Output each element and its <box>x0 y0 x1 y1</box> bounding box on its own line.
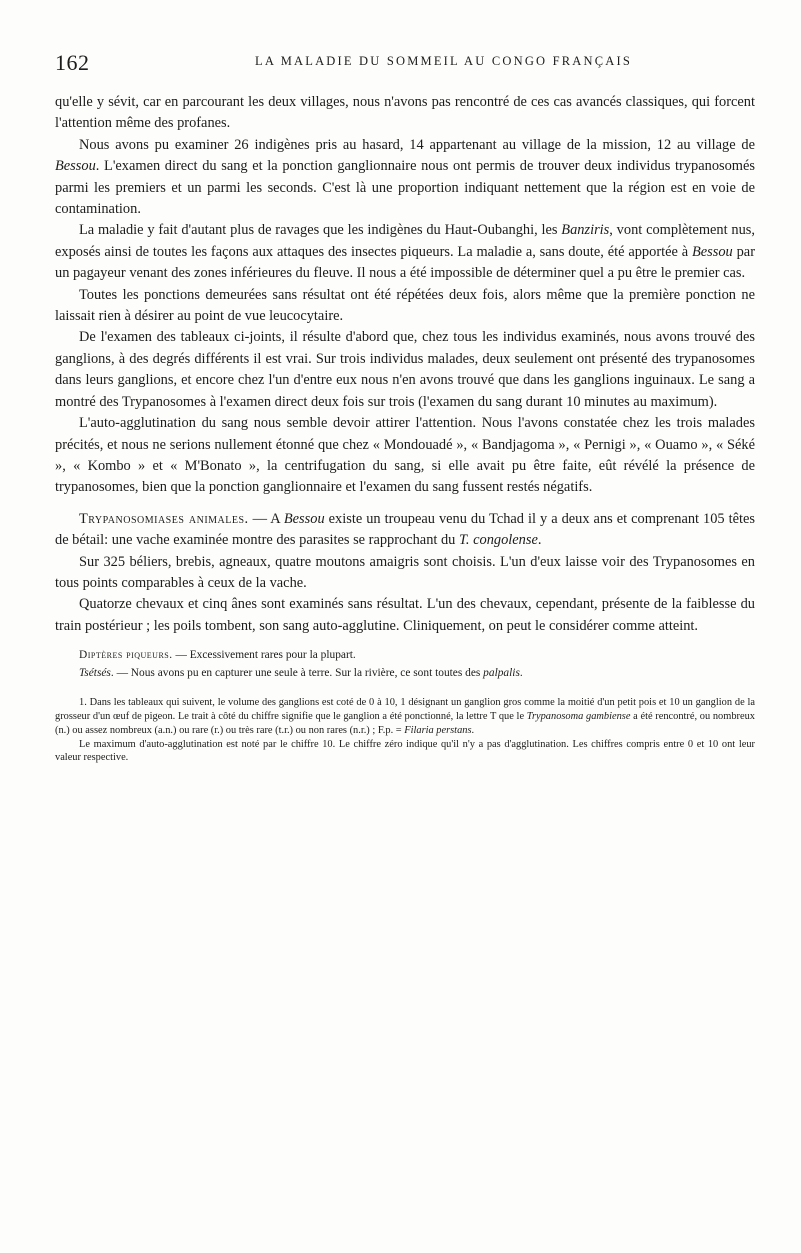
small-print-section <box>55 647 755 682</box>
paragraph-9: Quatorze chevaux et cinq ânes sont examinés sans résultat. L'un des chevaux, cependant, présente de la faiblesse du train postérieur ; les poils tombent, son sang auto-agglutine. Cliniquement, on peut le considérer comme atteint. <box>55 596 755 634</box>
footnote-2: Le maximum d'auto-agglutination est noté par le chiffre 10. Le chiffre zéro indique qu'il n'y a pas d'agglutination. Les chiffres compris entre 0 et 10 ont leur valeur respective. <box>55 738 755 764</box>
paragraph-1: qu'elle y sévit, car en parcourant les deux villages, nous n'avons pas rencontré de ces cas avancés classiques, qui forcent l'attention même des profanes. <box>55 94 755 132</box>
paragraph-6: L'auto-agglutination du sang nous semble devoir attirer l'attention. Nous l'avons constatée chez les trois malades précités, et nous ne serions nullement étonné que chez « Mondouadé », « Bandjagoma », « Pernigi », « Ouamo », « Séké », « Kombo » et « M'Bonato », la centrifugation du sang, si elle avait pu être faite, eût révélé la présence de trypanosomes, bien que la ponction ganglionnaire et l'examen du sang fussent restés négatifs. <box>55 415 755 496</box>
section-animal-trypanosomiases: Trypanosomiases animales. — A Bessou existe un troupeau venu du Tchad il y a deux ans et comprenant 105 têtes de bétail: une vache examinée montre des parasites se rapprochant du T. congolense. <box>55 510 756 549</box>
body-text <box>55 92 755 765</box>
small-heading: Diptères piqueurs. <box>79 649 173 662</box>
small-paragraph-diptera: Diptères piqueurs. — Excessivement rares pour la plupart. <box>79 649 356 662</box>
page-number: 162 <box>55 50 90 75</box>
paragraph-2: Nous avons pu examiner 26 indigènes pris au hasard, 14 appartenant au village de la mission, 12 au village de Bessou. L'examen direct du sang et la ponction ganglionnaire nous ont permis de trouver deux individus trypanosomés parmi les premiers et un parmi les seconds. C'est là une proportion indiquant nettement que la région est en voie de contamination. <box>55 136 755 218</box>
page-header <box>55 50 755 78</box>
paragraph-8: Sur 325 béliers, brebis, agneaux, quatre moutons amaigris sont choisis. L'un d'eux laisse voir des Trypanosomes en tous points comparables à ceux de la vache. <box>55 553 755 591</box>
running-title: LA MALADIE DU SOMMEIL AU CONGO FRANÇAIS <box>255 54 633 68</box>
small-paragraph-tsetse: Tsétsés. — Nous avons pu en capturer une seule à terre. Sur la rivière, ce sont toutes des palpalis. <box>79 666 523 679</box>
section-heading: Trypanosomiases animales. <box>79 510 249 527</box>
paragraph-5: De l'examen des tableaux ci-joints, il résulte d'abord que, chez tous les individus examinés, nous avons trouvé des ganglions, à des degrés différents il est vrai. Sur trois individus malades, deux seulement ont présenté des trypanosomes dans leurs ganglions, et encore chez l'un d'entre eux nous n'en avons trouvé que dans les ganglions inguinaux. Le sang a montré des Trypanosomes à l'examen direct deux fois sur trois (l'examen du sang durant 10 minutes au maximum). <box>55 329 755 410</box>
paragraph-3: La maladie y fait d'autant plus de ravages que les indigènes du Haut-Oubanghi, les Banziris, vont complètement nus, exposés ainsi de toutes les façons aux attaques des insectes piqueurs. La maladie a, sans doute, été apportée à Bessou par un pagayeur venant des zones inférieures du fleuve. Il nous a été impossible de déterminer quel a pu être le premier cas. <box>55 222 755 282</box>
footnotes <box>55 696 755 765</box>
paragraph-4: Toutes les ponctions demeurées sans résultat ont été répétées deux fois, alors même que la première ponction ne laissait rien à désirer au point de vue leucocytaire. <box>55 286 755 325</box>
footnote-1: 1. Dans les tableaux qui suivent, le volume des ganglions est coté de 0 à 10, 1 désignant un ganglion gros comme la moitié d'un petit pois et 10 un ganglion de la grosseur d'un œuf de pigeon. Le trait à côté du chiffre signifie que le ganglion a été ponctionné, la lettre T que le Trypanosoma gambiense a été rencontré, ou nombreux (n.) ou assez nombreux (a.n.) ou rare (r.) ou très rare (t.r.) ou non rares (n.r.) ; F.p. = Filaria perstans. <box>55 697 755 736</box>
